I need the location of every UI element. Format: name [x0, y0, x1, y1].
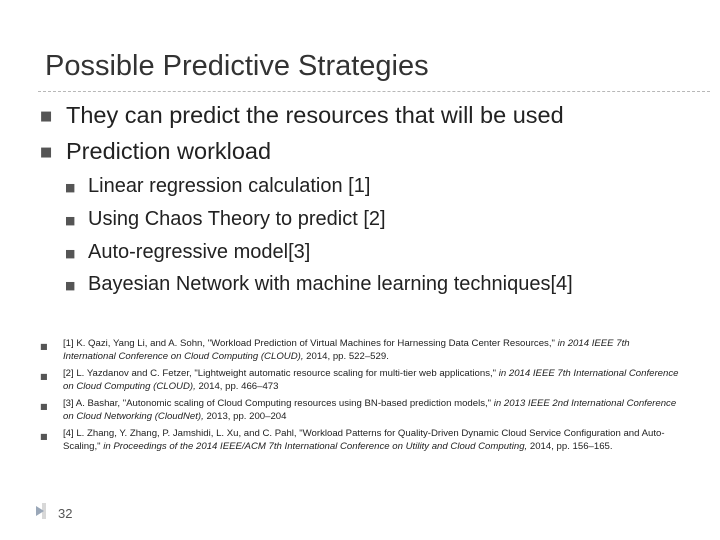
sub-bullet-text: Using Chaos Theory to predict [2]	[88, 208, 386, 230]
slide-title: Possible Predictive Strategies	[45, 50, 429, 82]
reference-authors-title: [2] L. Yazdanov and C. Fetzer, "Lightweight automatic resource scaling for multi-tier web applications,"	[63, 368, 497, 379]
reference-venue: in 2014 IEEE 7th International Conference on Cloud Computing (CLOUD),	[63, 368, 679, 392]
bullet-text: Prediction workload	[66, 138, 272, 164]
sub-bullet-text: Auto-regressive model[3]	[88, 241, 311, 263]
reference-venue: in Proceedings of the 2014 IEEE/ACM 7th International Conference on Utility and Cloud Computing,	[103, 441, 528, 452]
reference-text	[63, 337, 683, 363]
square-bullet-icon: ■	[65, 214, 76, 227]
square-bullet-icon: ■	[40, 402, 48, 411]
triangle-arrow-icon	[36, 506, 44, 516]
bullet-text: They can predict the resources that will be used	[66, 102, 564, 128]
reference-authors-title: [4] L. Zhang, Y. Zhang, P. Jamshidi, L. Xu, and C. Pahl, "Workload Patterns for Quality-Driven Dynamic Cloud Service Configuration and Auto-Scaling,"	[63, 428, 665, 452]
square-bullet-icon: ■	[65, 181, 76, 194]
reference-authors-title: [3] A. Bashar, "Autonomic scaling of Cloud Computing resources using BN-based prediction models,"	[63, 398, 492, 409]
square-bullet-icon: ■	[65, 247, 76, 260]
sub-bullet-text: Bayesian Network with machine learning techniques[4]	[88, 273, 573, 295]
reference-venue: in 2014 IEEE 7th International Conference on Cloud Computing (CLOUD),	[63, 338, 630, 362]
square-bullet-icon: ■	[40, 145, 53, 160]
reference-text	[63, 367, 683, 393]
reference-pages: 2014, pp. 156–165.	[527, 441, 613, 452]
page-number: 32	[58, 506, 73, 521]
square-bullet-icon: ■	[40, 432, 48, 441]
reference-pages: 2014, pp. 522–529.	[303, 351, 389, 362]
sub-bullet-text: Linear regression calculation [1]	[88, 175, 371, 197]
square-bullet-icon: ■	[40, 372, 48, 381]
reference-pages: 2014, pp. 466–473	[195, 381, 279, 392]
square-bullet-icon: ■	[40, 109, 53, 124]
reference-text	[63, 397, 683, 423]
reference-text	[63, 427, 683, 453]
reference-authors-title: [1] K. Qazi, Yang Li, and A. Sohn, "Workload Prediction of Virtual Machines for Harnessing Data Center Resources,"	[63, 338, 555, 349]
reference-pages: 2013, pp. 200–204	[203, 411, 287, 422]
reference-venue: in 2013 IEEE 2nd International Conference on Cloud Networking (CloudNet),	[63, 398, 677, 422]
square-bullet-icon: ■	[65, 279, 76, 292]
square-bullet-icon: ■	[40, 342, 48, 351]
title-divider	[38, 91, 710, 92]
